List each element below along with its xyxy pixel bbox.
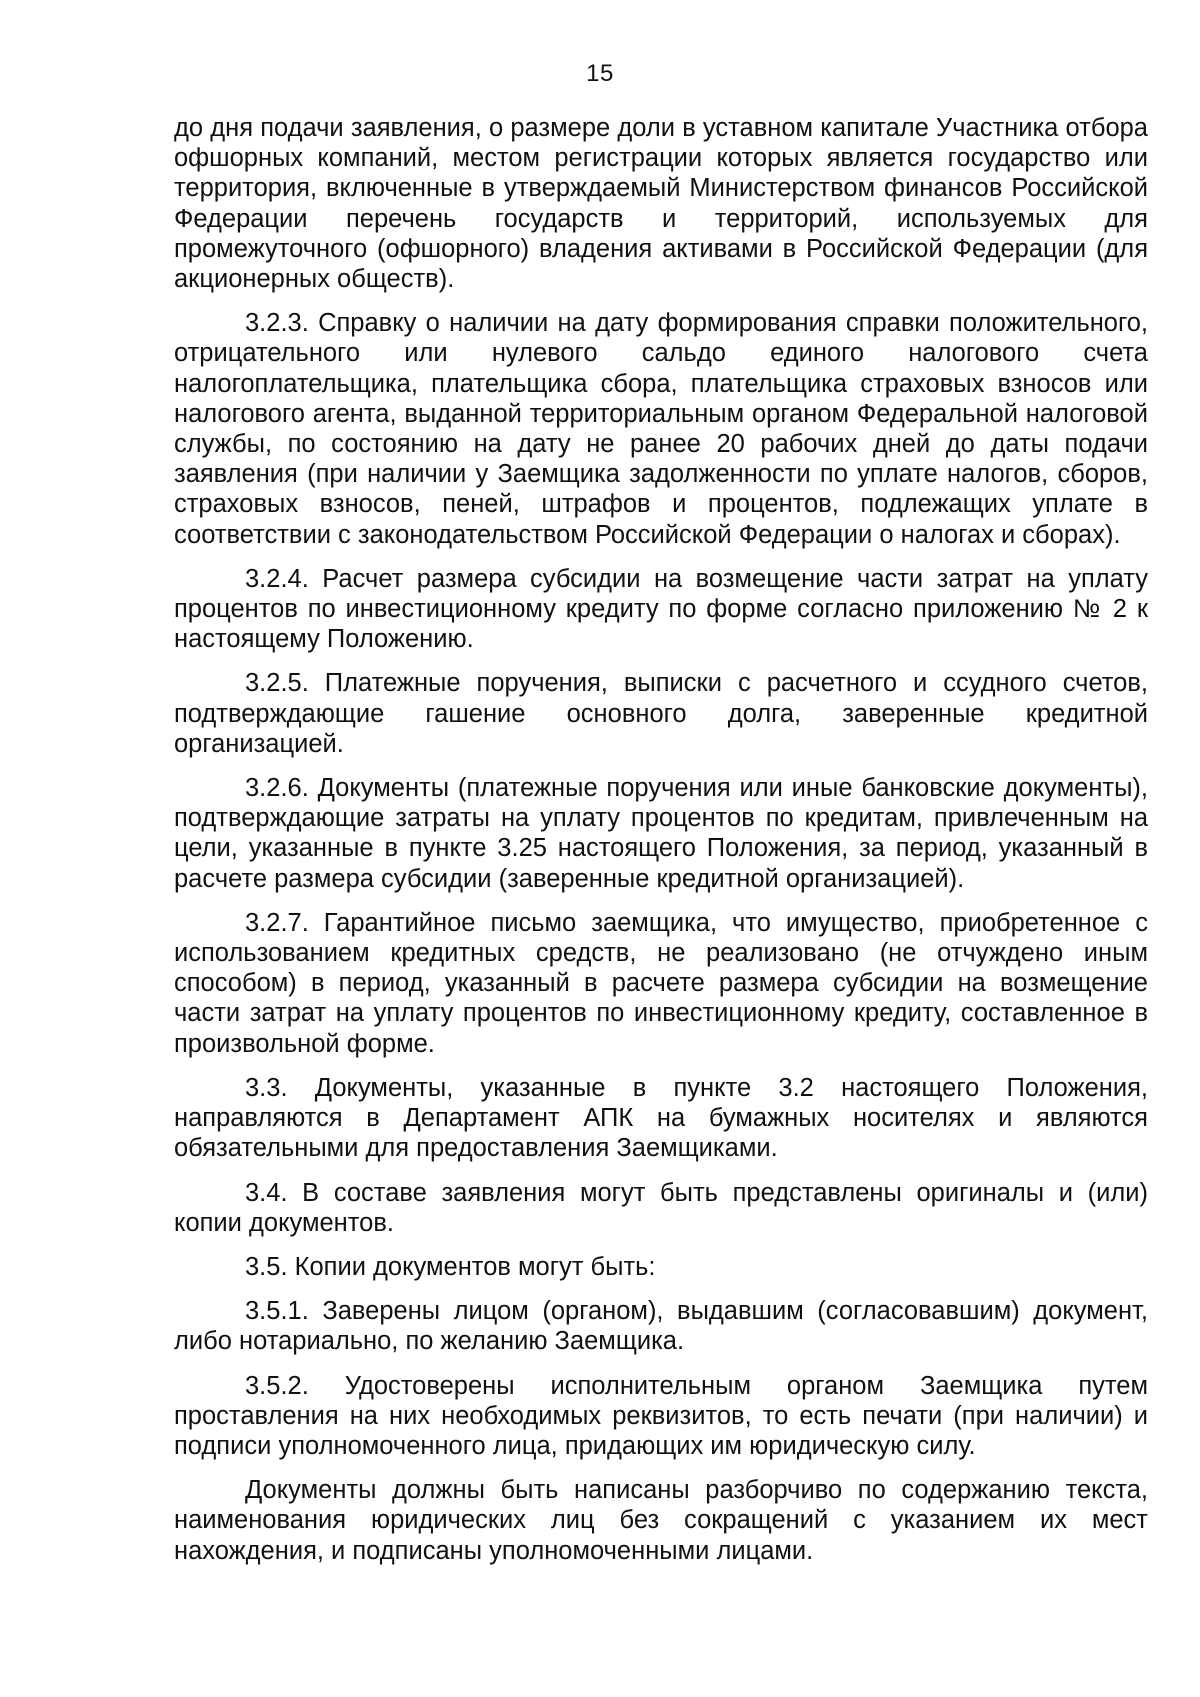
- paragraph-3-5-2: 3.5.2. Удостоверены исполнительным органом Заемщика путем проставления на них необходимых реквизитов, то есть печати (при наличии) и подписи уполномоченного лица, придающих им юридическую силу.: [174, 1371, 1148, 1460]
- paragraph-3-5-1: 3.5.1. Заверены лицом (органом), выдавшим (согласовавшим) документ, либо нотариально, по желанию Заемщика.: [174, 1297, 1148, 1356]
- paragraph-3-5: 3.5. Копии документов могут быть:: [245, 1252, 656, 1281]
- document-body: [174, 113, 1148, 1580]
- paragraph-3-2-4: 3.2.4. Расчет размера субсидии на возмещение части затрат на уплату процентов по инвестиционному кредиту по форме согласно приложению № 2 к настоящему Положению.: [174, 564, 1148, 654]
- paragraph-3-2-3: 3.2.3. Справку о наличии на дату формирования справки положительного, отрицательного или нулевого сальдо единого налогового счета налогоплательщика, плательщика сбора, плательщика страховых взносов или налогового агента, выданной территориальным органом Федеральной налоговой службы, по состоянию на дату не ранее 20 рабочих дней до даты подачи заявления (при наличии у Заемщика задолженности по уплате налогов, сборов, страховых взносов, пеней, штрафов и процентов, подлежащих уплате в соответствии с законодательством Российской Федерации о налогах и сборах).: [174, 309, 1148, 549]
- paragraph-3-2-5: 3.2.5. Платежные поручения, выписки с расчетного и ссудного счетов, подтверждающие гашение основного долга, заверенные кредитной организацией.: [174, 669, 1148, 758]
- paragraph-3-4: 3.4. В составе заявления могут быть представлены оригиналы и (или) копии документов.: [174, 1178, 1148, 1237]
- page-number: 15: [586, 60, 614, 87]
- paragraph-continuation: до дня подачи заявления, о размере доли в уставном капитале Участника отбора офшорных компаний, местом регистрации которых является государство или территория, включенные в утверждаемый Министерством финансов Российской Федерации перечень государств и территорий, используемых для промежуточного (офшорного) владения активами в Российской Федерации (для акционерных обществ).: [174, 114, 1148, 294]
- paragraph-3-2-7: 3.2.7. Гарантийное письмо заемщика, что имущество, приобретенное с использованием кредитных средств, не реализовано (не отчуждено иным способом) в период, указанный в расчете размера субсидии на возмещение части затрат на уплату процентов по инвестиционному кредиту, составленное в произвольной форме.: [174, 908, 1148, 1058]
- paragraph-3-2-6: 3.2.6. Документы (платежные поручения или иные банковские документы), подтверждающие затраты на уплату процентов по кредитам, привлеченным на цели, указанные в пункте 3.25 настоящего Положения, за период, указанный в расчете размера субсидии (заверенные кредитной организацией).: [174, 774, 1148, 893]
- paragraph-3-3: 3.3. Документы, указанные в пункте 3.2 настоящего Положения, направляются в Департамент АПК на бумажных носителях и являются обязательными для предоставления Заемщиками.: [174, 1073, 1148, 1163]
- paragraph-documents-requirements: Документы должны быть написаны разборчиво по содержанию текста, наименования юридических лиц без сокращений с указанием их мест нахождения, и подписаны уполномоченными лицами.: [174, 1476, 1148, 1565]
